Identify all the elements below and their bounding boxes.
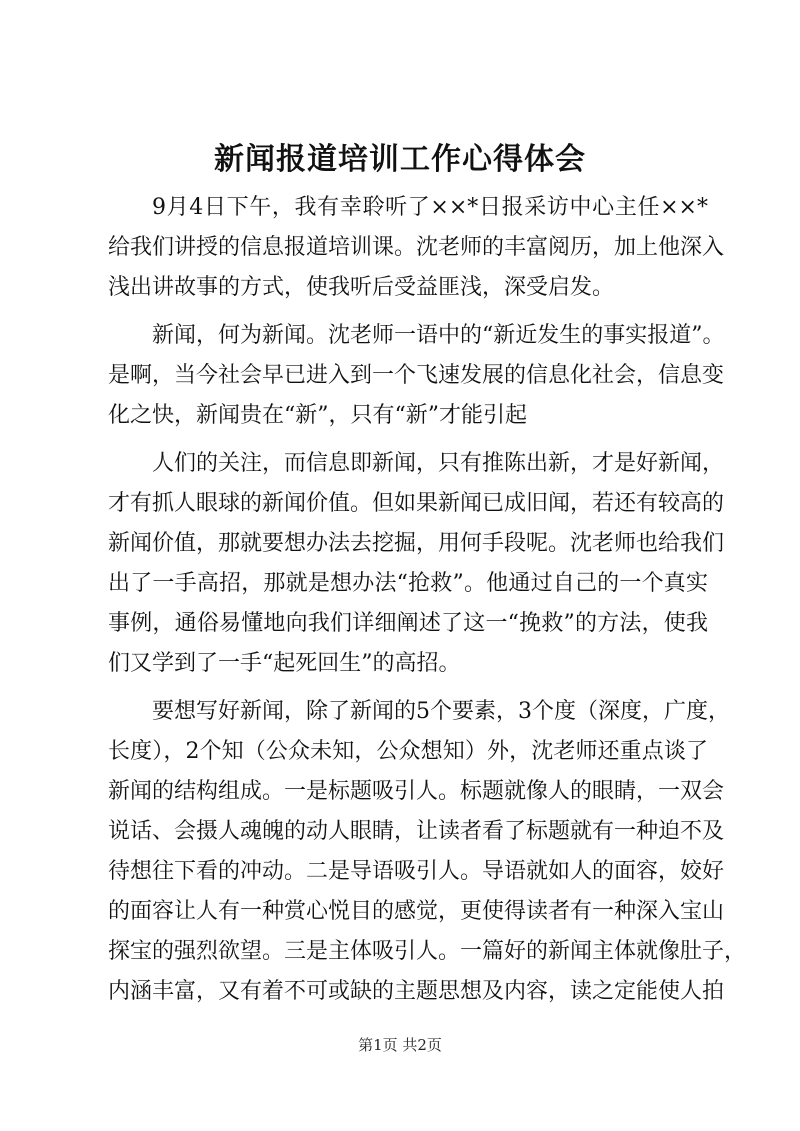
body-line: 事例，通俗易懂地向我们详细阐述了这一“挽救”的方法，使我 — [108, 611, 708, 636]
body-line: 新闻的结构组成。一是标题吸引人。标题就像人的眼睛，一双会 — [108, 779, 725, 804]
document-body — [108, 188, 747, 1012]
body-line: 要想写好新闻，除了新闻的5个要素，3个度（深度，广度， — [152, 699, 730, 724]
body-line: 才有抓人眼球的新闻价值。但如果新闻已成旧闻，若还有较高的 — [108, 491, 725, 516]
body-line: 说话、会摄人魂魄的动人眼睛，让读者看了标题就有一种迫不及 — [108, 819, 725, 844]
body-line: 浅出讲故事的方式，使我听后受益匪浅，深受启发。 — [108, 275, 615, 300]
body-line: 探宝的强烈欲望。三是主体吸引人。一篇好的新闻主体就像肚子， — [108, 939, 747, 964]
body-line: 的面容让人有一种赏心悦目的感觉，更使得读者有一种深入宝山 — [108, 899, 725, 924]
body-line: 9月4日下午，我有幸聆听了××*日报采访中心主任××* — [152, 195, 708, 220]
body-line: 化之快，新闻贵在“新”，只有“新”才能引起 — [108, 403, 527, 428]
body-line: 待想往下看的冲动。二是导语吸引人。导语就如人的面容，姣好 — [108, 859, 725, 884]
body-line: 们又学到了一手“起死回生”的高招。 — [108, 651, 461, 676]
page-footer: 第1页 共2页 — [358, 1036, 442, 1054]
body-line: 给我们讲授的信息报道培训课。沈老师的丰富阅历，加上他深入 — [108, 235, 725, 260]
body-line: 内涵丰富，又有着不可或缺的主题思想及内容，读之定能使人拍 — [108, 979, 725, 1004]
body-line: 出了一手高招，那就是想办法“抢救”。他通过自己的一个真实 — [108, 571, 708, 596]
body-line: 长度），2个知（公众未知，公众想知）外，沈老师还重点谈了 — [108, 739, 708, 764]
body-line: 是啊，当今社会早已进入到一个飞速发展的信息化社会，信息变 — [108, 363, 725, 388]
document-title: 新闻报道培训工作心得体会 — [214, 142, 586, 177]
body-line: 新闻价值，那就要想办法去挖掘，用何手段呢。沈老师也给我们 — [108, 531, 725, 556]
body-line: 人们的关注，而信息即新闻，只有推陈出新，才是好新闻， — [152, 451, 725, 476]
body-line: 新闻，何为新闻。沈老师一语中的“新近发生的事实报道”。 — [152, 323, 725, 348]
